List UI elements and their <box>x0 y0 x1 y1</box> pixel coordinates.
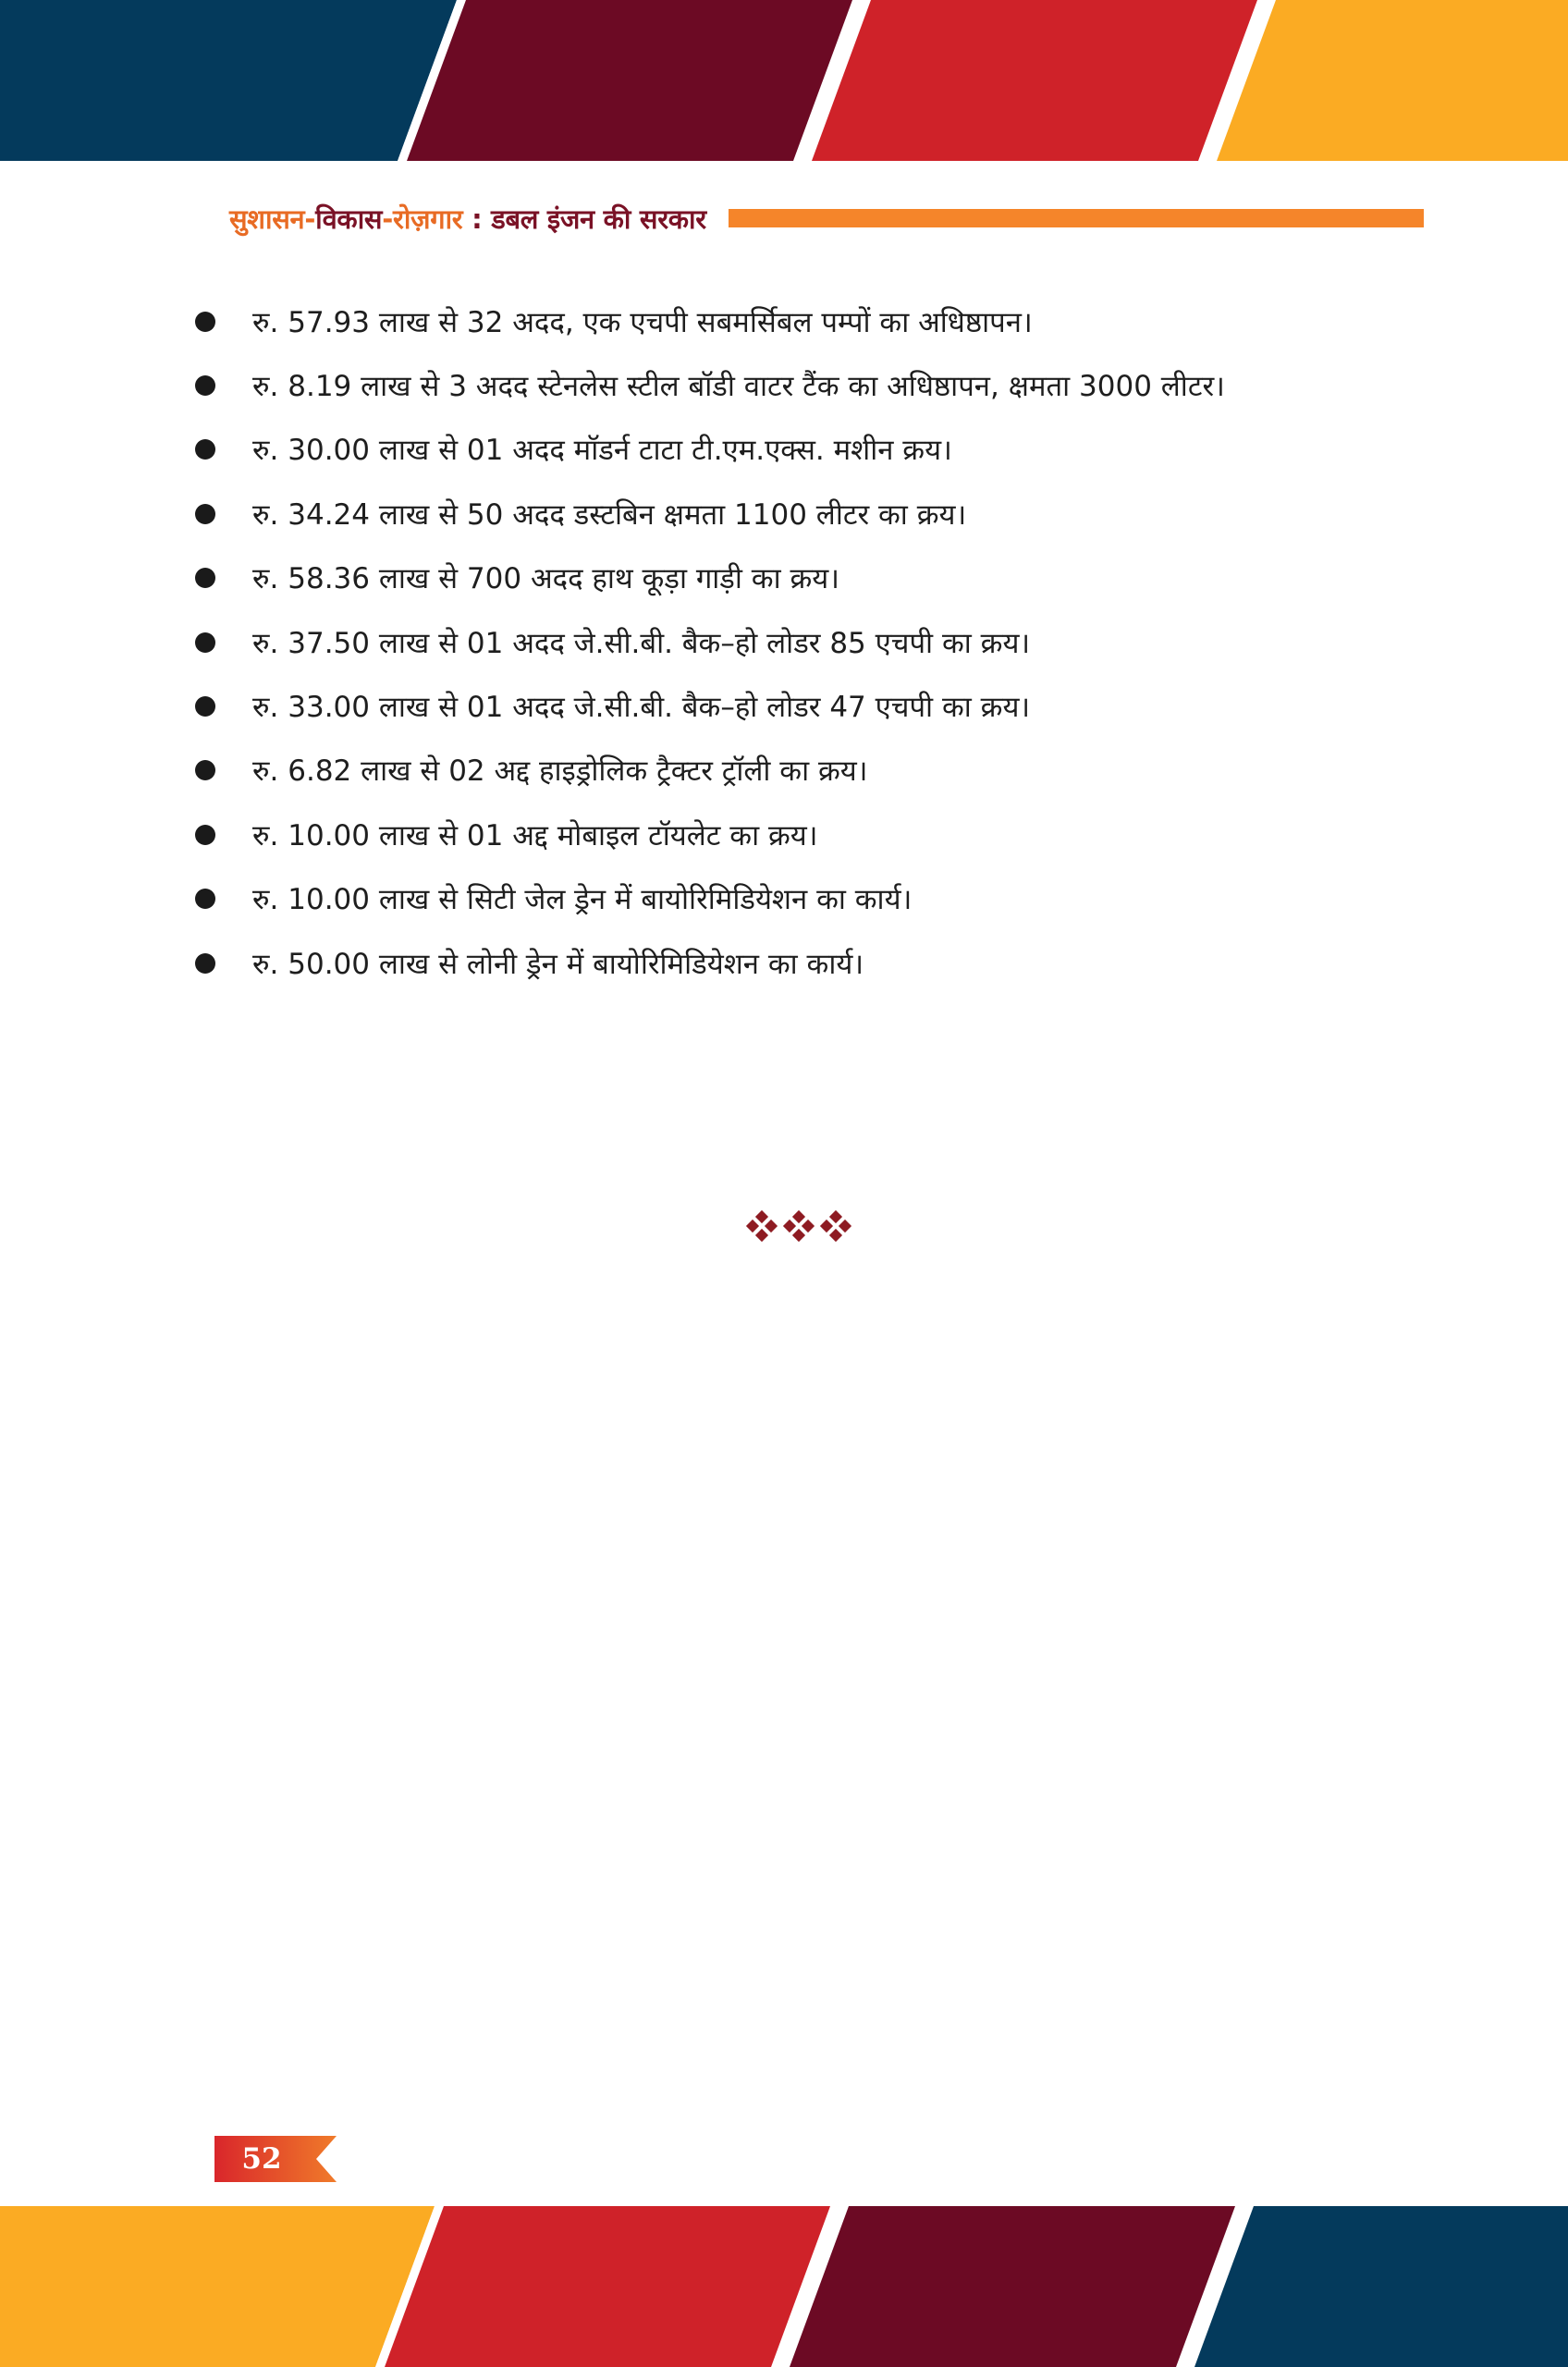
page-number-tab <box>214 2136 337 2182</box>
list-item <box>190 803 1465 866</box>
list-item <box>190 418 1465 482</box>
list-item-text: रु. 6.82 लाख से 02 अद्द हाइड्रोलिक ट्रैक्टर ट्रॉली का क्रय। <box>252 754 868 789</box>
header-title-part: सुशासन <box>229 202 305 235</box>
list-item-text: रु. 37.50 लाख से 01 अदद जे.सी.बी. बैक–हो लोडर 85 एचपी का क्रय। <box>252 626 1031 660</box>
header-title-part: : डबल इंजन की सरकार <box>462 202 706 235</box>
bullet-icon <box>195 953 215 974</box>
bullet-icon <box>195 825 215 845</box>
list-item <box>190 353 1465 417</box>
list-item <box>190 289 1465 353</box>
top-color-band <box>0 0 1568 161</box>
bullet-icon <box>195 504 215 524</box>
diamond-ornament-icon <box>782 1209 815 1246</box>
list-item <box>190 931 1465 995</box>
header-title-part: विकास <box>315 202 383 235</box>
diamond-ornament-icon <box>745 1209 778 1246</box>
list-item <box>190 610 1465 674</box>
bullet-icon <box>195 568 215 588</box>
diamond-ornament-icon <box>819 1209 852 1246</box>
page-number: 52 <box>241 2142 282 2176</box>
bullet-icon <box>195 889 215 909</box>
list-item-text: रु. 34.24 लाख से 50 अदद डस्टबिन क्षमता 1100 लीटर का क्रय। <box>252 497 967 532</box>
list-item-text: रु. 50.00 लाख से लोनी ड्रेन में बायोरिमिडियेशन का कार्य। <box>252 947 864 981</box>
list-item-text: रु. 57.93 लाख से 32 अदद, एक एचपी सबमर्सिबल पम्पों का अधिष्ठापन। <box>252 305 1033 339</box>
bullet-list <box>190 289 1465 995</box>
bullet-icon <box>195 439 215 460</box>
list-item <box>190 867 1465 931</box>
header-title <box>229 201 706 237</box>
running-header <box>229 197 1424 239</box>
list-item-text: रु. 10.00 लाख से 01 अद्द मोबाइल टॉयलेट का क्रय। <box>252 818 818 852</box>
list-item <box>190 482 1465 546</box>
list-item-text: रु. 58.36 लाख से 700 अदद हाथ कूड़ा गाड़ी का क्रय। <box>252 562 840 596</box>
bullet-icon <box>195 632 215 653</box>
bullet-icon <box>195 696 215 717</box>
bullet-icon <box>195 312 215 332</box>
bullet-icon <box>195 375 215 396</box>
list-item <box>190 739 1465 803</box>
section-end-ornament <box>745 1209 852 1246</box>
list-item-text: रु. 30.00 लाख से 01 अदद मॉडर्न टाटा टी.एम.एक्स. मशीन क्रय। <box>252 434 952 468</box>
bottom-color-band <box>0 2206 1568 2367</box>
header-title-part: रोज़गार <box>392 202 463 235</box>
bullet-icon <box>195 760 215 780</box>
list-item-text: रु. 8.19 लाख से 3 अदद स्टेनलेस स्टील बॉडी वाटर टैंक का अधिष्ठापन, क्षमता 3000 लीटर। <box>252 370 1225 404</box>
list-item-text: रु. 33.00 लाख से 01 अदद जे.सी.बी. बैक–हो लोडर 47 एचपी का क्रय। <box>252 691 1031 725</box>
header-rule <box>729 209 1424 227</box>
list-item <box>190 546 1465 610</box>
header-title-part: - <box>304 202 316 235</box>
header-title-part: - <box>382 202 393 235</box>
list-item-text: रु. 10.00 लाख से सिटी जेल ड्रेन में बायोरिमिडियेशन का कार्य। <box>252 883 913 917</box>
list-item <box>190 674 1465 738</box>
